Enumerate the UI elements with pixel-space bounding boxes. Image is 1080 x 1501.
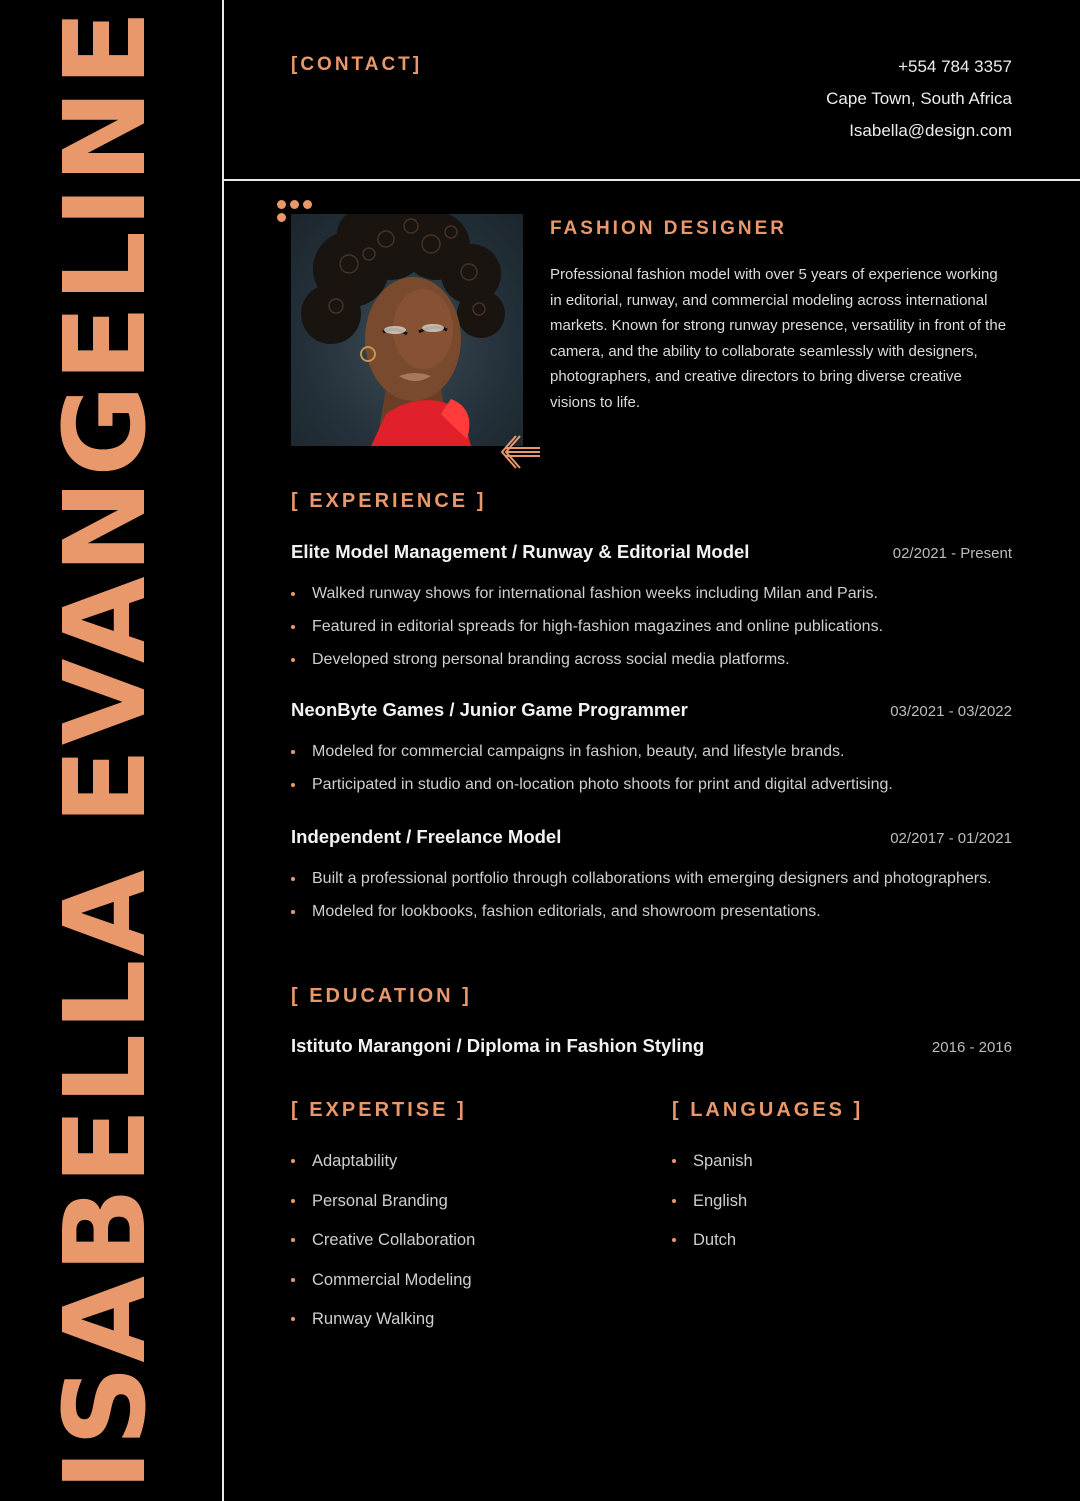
list-item: Developed strong personal branding across social media platforms.	[291, 647, 1012, 673]
experience-entry	[291, 699, 1012, 805]
arrow-left-icon	[498, 432, 542, 481]
entry-role: Independent / Freelance Model	[291, 826, 562, 847]
list-item: Participated in studio and on-location photo shoots for print and digital advertising.	[291, 772, 1012, 798]
email-link[interactable]: Isabella@design.com	[849, 121, 1012, 140]
entry-role: Elite Model Management / Runway & Editorial Model	[291, 541, 750, 562]
vertical-divider	[222, 0, 224, 1501]
list-item: English	[672, 1190, 753, 1230]
phone-number: +554 784 3357	[898, 57, 1012, 76]
profile-summary: Professional fashion model with over 5 years of experience working in editorial, runway, and commercial modeling across international markets. Known for strong runway presence, versatility in front of the camera, and the ability to collaborate seamlessly with designers, photographers, and creative directors to bring diverse creative visions to life.	[550, 266, 1007, 411]
entry-date: 03/2021 - 03/2022	[890, 703, 1012, 720]
list-item: Commercial Modeling	[291, 1269, 475, 1309]
list-item: Walked runway shows for international fashion weeks including Milan and Paris.	[291, 581, 1012, 607]
education-title: [ EDUCATION ]	[291, 985, 472, 1007]
entry-role: Istituto Marangoni / Diploma in Fashion Styling	[291, 1035, 705, 1056]
profile-photo	[291, 214, 523, 446]
horizontal-divider	[224, 179, 1080, 181]
list-item: Spanish	[672, 1150, 753, 1190]
name-banner	[40, 6, 171, 1492]
contact-title: [CONTACT]	[291, 54, 423, 75]
candidate-name: ISABELLA EVANGELINE	[40, 6, 171, 1492]
experience-entry	[291, 826, 1012, 932]
expertise-list	[291, 1150, 475, 1348]
list-item: Dutch	[672, 1229, 753, 1269]
experience-title: [ EXPERIENCE ]	[291, 490, 487, 512]
education-entry	[291, 1035, 1012, 1057]
entry-date: 02/2017 - 01/2021	[890, 830, 1012, 847]
list-item: Modeled for lookbooks, fashion editorials, and showroom presentations.	[291, 899, 1012, 925]
list-item: Built a professional portfolio through collaborations with emerging designers and photographers.	[291, 866, 1012, 892]
list-item: Adaptability	[291, 1150, 475, 1190]
list-item: Featured in editorial spreads for high-fashion magazines and online publications.	[291, 614, 1012, 640]
entry-date: 02/2021 - Present	[892, 545, 1012, 562]
contact-info	[826, 56, 1012, 152]
expertise-title: [ EXPERTISE ]	[291, 1099, 467, 1121]
experience-entry	[291, 541, 1012, 680]
languages-list	[672, 1150, 753, 1269]
languages-title: [ LANGUAGES ]	[672, 1099, 864, 1121]
job-title: FASHION DESIGNER	[550, 218, 787, 239]
location: Cape Town, South Africa	[826, 89, 1012, 108]
entry-date: 2016 - 2016	[931, 1039, 1012, 1056]
list-item: Personal Branding	[291, 1190, 475, 1230]
list-item: Modeled for commercial campaigns in fashion, beauty, and lifestyle brands.	[291, 739, 1012, 765]
entry-role: NeonByte Games / Junior Game Programmer	[291, 699, 688, 720]
list-item: Runway Walking	[291, 1308, 475, 1348]
list-item: Creative Collaboration	[291, 1229, 475, 1269]
